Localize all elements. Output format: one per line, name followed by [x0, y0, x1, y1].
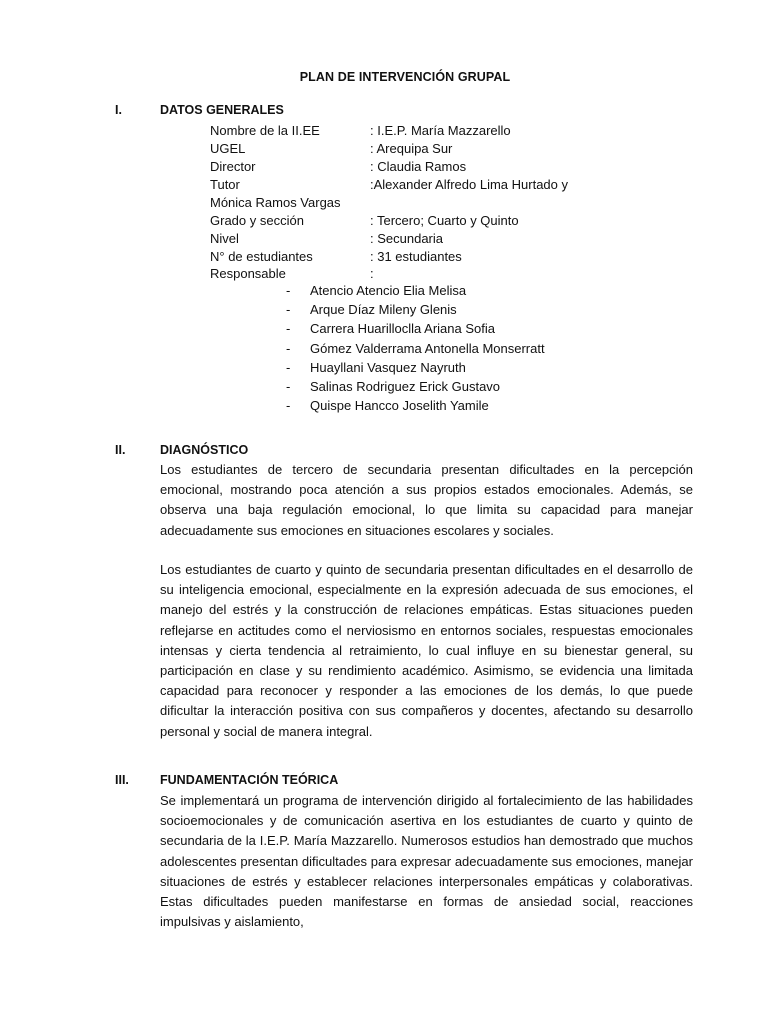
list-item: - Huayllani Vasquez Nayruth [286, 359, 466, 375]
diagnosis-paragraph-2: Los estudiantes de cuarto y quinto de secundaria presentan dificultades en el desarrollo de su inteligencia emocional, especialmente en la expresión adecuada de sus emociones, el manejo del estrés y la construcción de relaciones empáticas. Estas situaciones pueden reflejarse en actitudes como el nerviosismo en entornos sociales, respuestas emocionales intensas y cierta tendencia al retraimiento, lo cual influye en su bienestar general, su participación en clase y su rendimiento académico. Asimismo, se evidencia una limitada capacidad para reconocer y responder a las emociones de los demás, lo que puede dificultar la interacción positiva con sus compañeros y docentes, afectando su desarrollo personal y social de manera integral. [160, 562, 693, 739]
responsible-name: Salinas Rodriguez Erick Gustavo [310, 378, 501, 394]
responsible-name: Atencio Atencio Elia Melisa [310, 283, 467, 298]
grade-value: : Tercero; Cuarto y Quinto [370, 213, 519, 228]
ugel-label: UGEL [210, 141, 246, 156]
responsible-name: Quispe Hancco Joselith Yamile [310, 398, 489, 414]
list-item: - Salinas Rodriguez Erick Gustavo [286, 378, 501, 394]
institution-label: Nombre de la II.EE [210, 123, 320, 138]
responsible-value: : [370, 266, 374, 281]
responsible-label: Responsable [210, 266, 286, 281]
list-item: - Atencio Atencio Elia Melisa [286, 283, 467, 298]
section-1-title: DATOS GENERALES [160, 103, 284, 117]
students-label: N° de estudiantes [210, 249, 313, 264]
responsible-list [286, 281, 545, 415]
section-1-number: I. [115, 103, 122, 117]
level-label: Nivel [210, 231, 239, 246]
responsible-name: Arque Díaz Mileny Glenis [310, 302, 457, 318]
institution-value: : I.E.P. María Mazzarello [370, 123, 511, 138]
tutor-label: Tutor [210, 177, 240, 192]
foundation-paragraph-1: Se implementará un programa de intervención dirigido al fortalecimiento de las habilidades socioemocionales y de comunicación asertiva en los estudiantes de cuarto y quinto de secundaria de la I.E.P. María Mazzarello. Numerosos estudios han demostrado que muchos adolescentes presentan dificultades para expresar adecuadamente sus emociones, manejar situaciones de estrés y establecer relaciones interpersonales empáticas y colaborativas. Estas dificultades pueden manifestarse en formas de ansiedad social, reacciones impulsivas y aislamiento, [160, 793, 693, 930]
responsible-name: Carrera Huarilloclla Ariana Sofia [310, 321, 495, 337]
tutor-value-continued: Mónica Ramos Vargas [210, 195, 341, 210]
level-value: : Secundaria [370, 231, 443, 246]
responsible-name: Gómez Valderrama Antonella Monserratt [310, 340, 545, 356]
students-value: : 31 estudiantes [370, 249, 462, 264]
section-2-title: DIAGNÓSTICO [160, 443, 249, 457]
list-item: - Gómez Valderrama Antonella Monserratt [286, 340, 545, 356]
responsible-name: Huayllani Vasquez Nayruth [310, 359, 466, 375]
tutor-value: :Alexander Alfredo Lima Hurtado y [370, 177, 568, 192]
document-title: PLAN DE INTERVENCIÓN GRUPAL [299, 70, 511, 84]
section-3-title: FUNDAMENTACIÓN TEÓRICA [160, 773, 339, 787]
section-2-number: II. [115, 443, 126, 457]
diagnosis-paragraph-1: Los estudiantes de tercero de secundaria presentan dificultades en la percepción emocional, mostrando poca atención a sus propios estados emocionales. Además, se observa una baja regulación emocional, lo que limita su capacidad para manejar adecuadamente sus emociones en situaciones escolares y sociales. [160, 462, 693, 538]
director-value: : Claudia Ramos [370, 159, 467, 174]
list-item: - Carrera Huarilloclla Ariana Sofia [286, 321, 495, 337]
section-3-number: III. [115, 773, 129, 787]
list-item: - Quispe Hancco Joselith Yamile [286, 398, 489, 414]
director-label: Director [210, 159, 256, 174]
list-item: - Arque Díaz Mileny Glenis [286, 302, 457, 318]
grade-label: Grado y sección [210, 213, 304, 228]
ugel-value: : Arequipa Sur [370, 141, 453, 156]
